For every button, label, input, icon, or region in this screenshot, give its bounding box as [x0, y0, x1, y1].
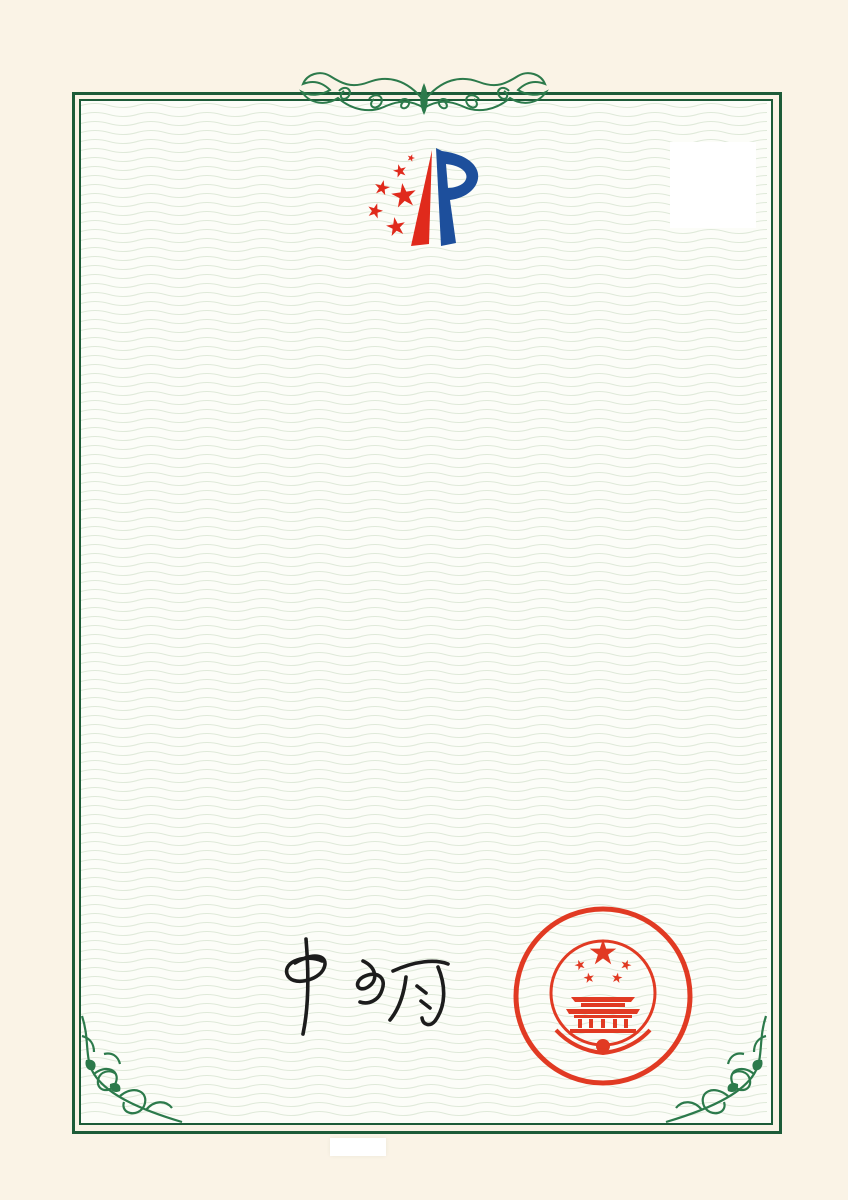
- bottom-left-corner-ornament: [76, 1014, 186, 1126]
- field-row-patent-number: [103, 465, 223, 489]
- field-row-address: [103, 616, 223, 640]
- director-signature: [235, 933, 455, 1041]
- field-row-filing-date: [103, 516, 223, 540]
- top-border-ornament: [299, 69, 549, 127]
- field-row-patent-name: [103, 358, 223, 382]
- official-seal: [508, 901, 698, 1091]
- qr-code: [670, 142, 756, 228]
- barcode: [120, 897, 336, 916]
- cnipa-logo-icon: [348, 138, 498, 250]
- field-row-inventors: [103, 412, 223, 436]
- national-emblem-icon: [551, 939, 655, 1053]
- field-row-patentee: [103, 564, 223, 588]
- field-row-grant: [103, 661, 265, 685]
- continuation-note: [330, 1138, 386, 1156]
